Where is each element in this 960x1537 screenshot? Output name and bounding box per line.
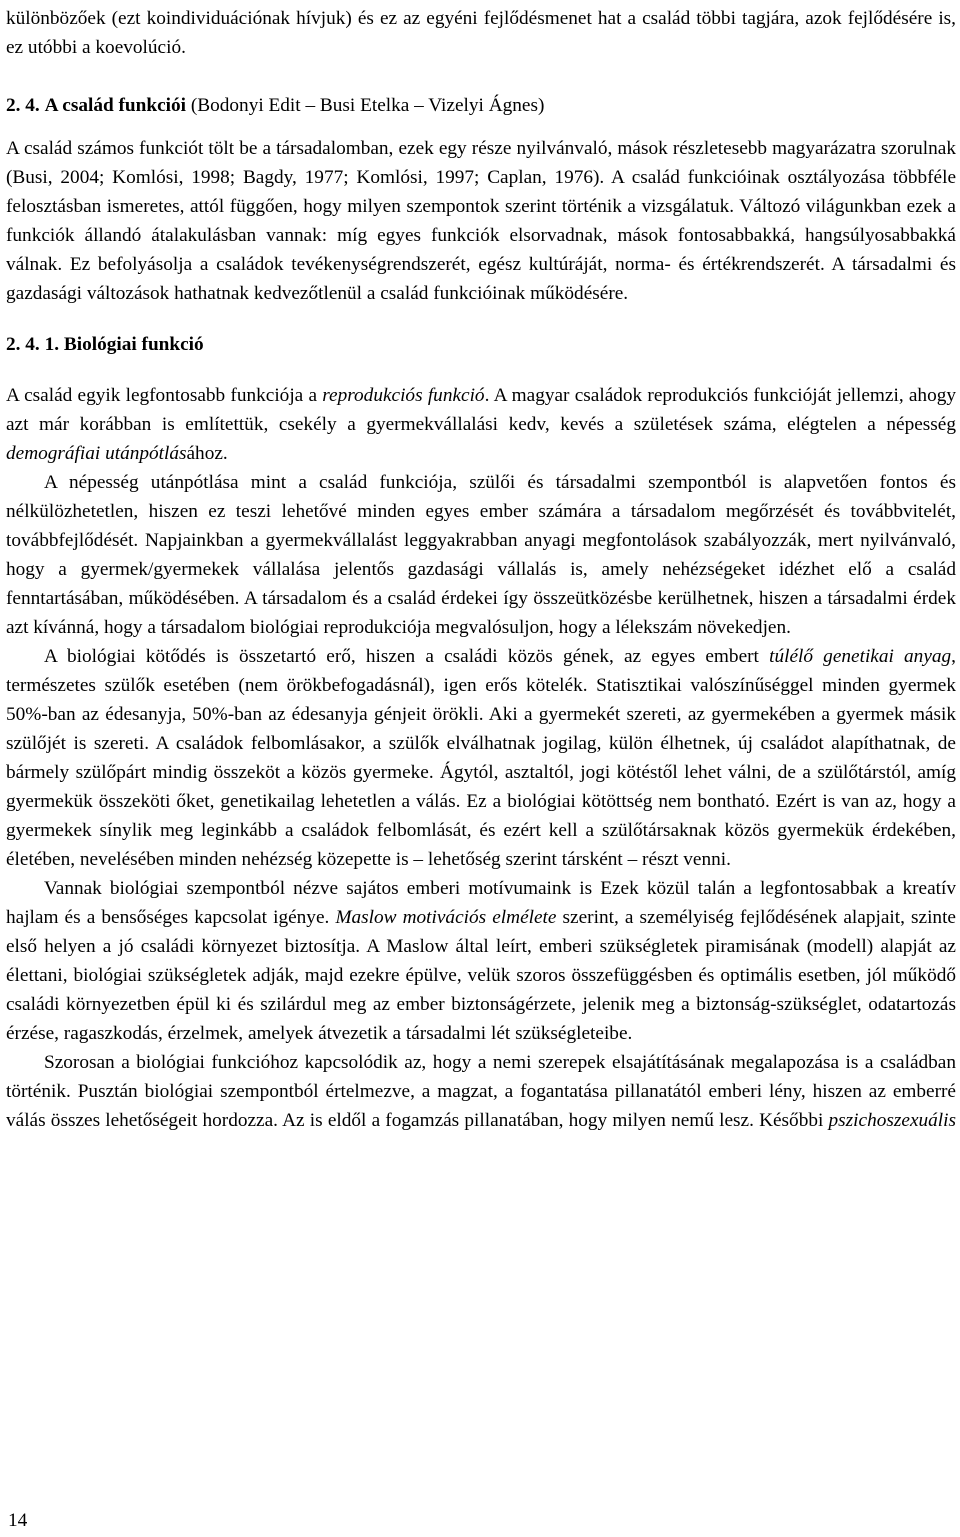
section-authors: (Bodonyi Edit – Busi Etelka – Vizelyi Ágnes)	[190, 95, 545, 116]
document-page	[6, 4, 956, 1135]
subsection-title: Biológiai funkció	[63, 334, 204, 355]
biological-paragraph-2	[6, 468, 956, 642]
text-run: . A magyar családok reprodukciós funkcióját jellemzi, ahogy azt már korábban is említettük, csekély a gyermekvállalási kedv, kevés a születések száma, elégtelen a népesség	[6, 385, 956, 435]
italic-term: reprodukciós funkció	[322, 385, 485, 406]
spacer	[6, 62, 956, 91]
italic-term: túlélő genetikai anyag	[769, 646, 952, 667]
text-run: A társadalmi és gazdasági változások hathatnak kedvezőtlenül a család funkcióinak működésére.	[6, 254, 956, 304]
text-run: szerint, a személyiség fejlődésének alapjait, szinte első helyen a jó családi környezet biztosítja. A Maslow által leírt, emberi szükségletek piramisának (modell) alapját az élettani, biológiai szükségletek adják, majd ezekre épülve, velük szoros összefüggésben és optimális esetben, jól működő családi környezetben épül ki és szilárdul meg az ember biztonságérzete, jelenik meg a biztonság-szükséglet, odatartozás érzése, ragaszkodás, érzelmek, amelyek átvezetik a társadalmi lét szükségleteibe.	[6, 907, 956, 1044]
text-run: Ez befolyásolja a családok tevékenységrendszerét, egész kultúráját, norma- és értékrendszerét.	[69, 254, 825, 275]
text-run: A család egyik legfontosabb funkciója a	[6, 385, 323, 406]
text-run: ához.	[186, 443, 228, 464]
section-heading-2-4-1	[6, 330, 956, 359]
section-title: A család funkciói	[44, 95, 187, 116]
biological-paragraph-1	[6, 381, 956, 468]
section-number: 2. 4.	[6, 95, 40, 116]
section-heading-2-4	[6, 91, 956, 120]
text-run: A család funkcióinak osztályozása többféle felosztásban ismeretes, attól függően, hogy milyen szempontok szerint történik a vizsgálatuk.	[6, 167, 957, 217]
spacer	[6, 120, 956, 134]
text-run: A család számos funkciót tölt be a társadalomban, ezek egy része nyilvánvaló, mások részletesebb magyarázatra szorulnak (Busi, 2004; Komlósi, 1998; Bagdy, 1977; Komlósi, 1997; Caplan, 1976).	[6, 138, 956, 188]
biological-paragraph-3	[6, 642, 956, 874]
text-run: , természetes szülők esetében (nem örökbefogadásnál), igen erős kötelék. Statisztikai valószínűséggel minden gyermek 50%-ban az édesanyja, 50%-ban az édesanyja génjeit örökli. Aki a gyermekét szereti, az gyermekében a gyermek másik szülőjét is szereti. A családok felbomlásakor, a szülők elválhatnak jogilag, külön élhetnek, új családot alapíthatnak, de bármely szülőpárt mindig összeköt a közös gyermeke. Ágytól, asztaltól, jogi kötéstől lehet válni, de a szülőtárstól, amíg gyermekük összeköti őket, genetikailag lehetetlen a válás. Ez a biológiai kötöttség nem bontható. Ezért is van az, hogy a gyermekek sínylik meg leginkább a családok felbomlását, és ezért kell a szülőtársaknak közös gyermekük érdekében, életében, nevelésében minden nehézség közepette is – lehetőség szerint társként – részt venni.	[6, 646, 956, 870]
italic-term: demográfiai utánpótlás	[6, 443, 187, 464]
biological-paragraph-5	[6, 1048, 956, 1135]
page-number: 14	[8, 1510, 28, 1531]
italic-term: pszichoszexuális	[828, 1110, 956, 1131]
text-run: A társadalom és a család érdekei így összeütközésbe kerülhetnek, hiszen a társadalmi érdek azt kívánná, hogy a társadalom biológiai reprodukciója megvalósuljon, hogy a lélekszám növekedjen.	[6, 588, 956, 638]
section-2-4-paragraph	[6, 134, 956, 308]
spacer	[6, 308, 956, 330]
text-run: Napjainkban a gyermekvállalást leggyakrabban anyagi megfontolások szabályozzák, mert nyilvánvaló, hogy a gyermek/gyermekek vállalása jelentős gazdasági vállalás is, amely nehézségeket idézhet elő a család fenntartásában, működésében.	[6, 530, 956, 609]
spacer	[6, 359, 956, 381]
text-run: Vannak biológiai szempontból nézve sajátos emberi motívumaink is Ezek közül talán a legfontosabbak a kreatív hajlam és a bensőséges kapcsolat igénye.	[6, 878, 956, 928]
italic-term: Maslow motivációs elmélete	[335, 907, 557, 928]
intro-paragraph: különbözőek (ezt koindividuációnak hívjuk) és ez az egyéni fejlődésmenet hat a család többi tagjára, azok fejlődésére is, ez utóbbi a koevolúció.	[6, 8, 956, 58]
subsection-number: 2. 4. 1.	[6, 334, 60, 355]
text-run: A népesség utánpótlása mint a család funkciója, szülői és társadalmi szempontból is alapvetően fontos és nélkülözhetetlen, hiszen ez teszi lehetővé minden egyes ember számára a társadalom megőrzését és továbbvitelét, továbbfejlődését.	[6, 472, 956, 551]
text-run: Változó világunkban ezek a funkciók állandó átalakulásban vannak: míg egyes funkciók elsorvadnak, mások fontosabbakká, hangsúlyosabbakká válnak.	[6, 196, 956, 275]
text-run: A biológiai kötődés is összetartó erő, hiszen a családi közös gének, az egyes embert	[44, 646, 770, 667]
biological-paragraph-4	[6, 874, 956, 1048]
text-run: Szorosan a biológiai funkcióhoz kapcsolódik az, hogy a nemi szerepek elsajátításának megalapozása is a családban történik. Pusztán biológiai szempontból értelmezve, a magzat, a fogantatása pillanatától emberi lény, hiszen az emberré válás összes lehetőségeit hordozza. Az is eldől a fogamzás pillanatában, hogy milyen nemű lesz. Későbbi	[6, 1052, 956, 1131]
